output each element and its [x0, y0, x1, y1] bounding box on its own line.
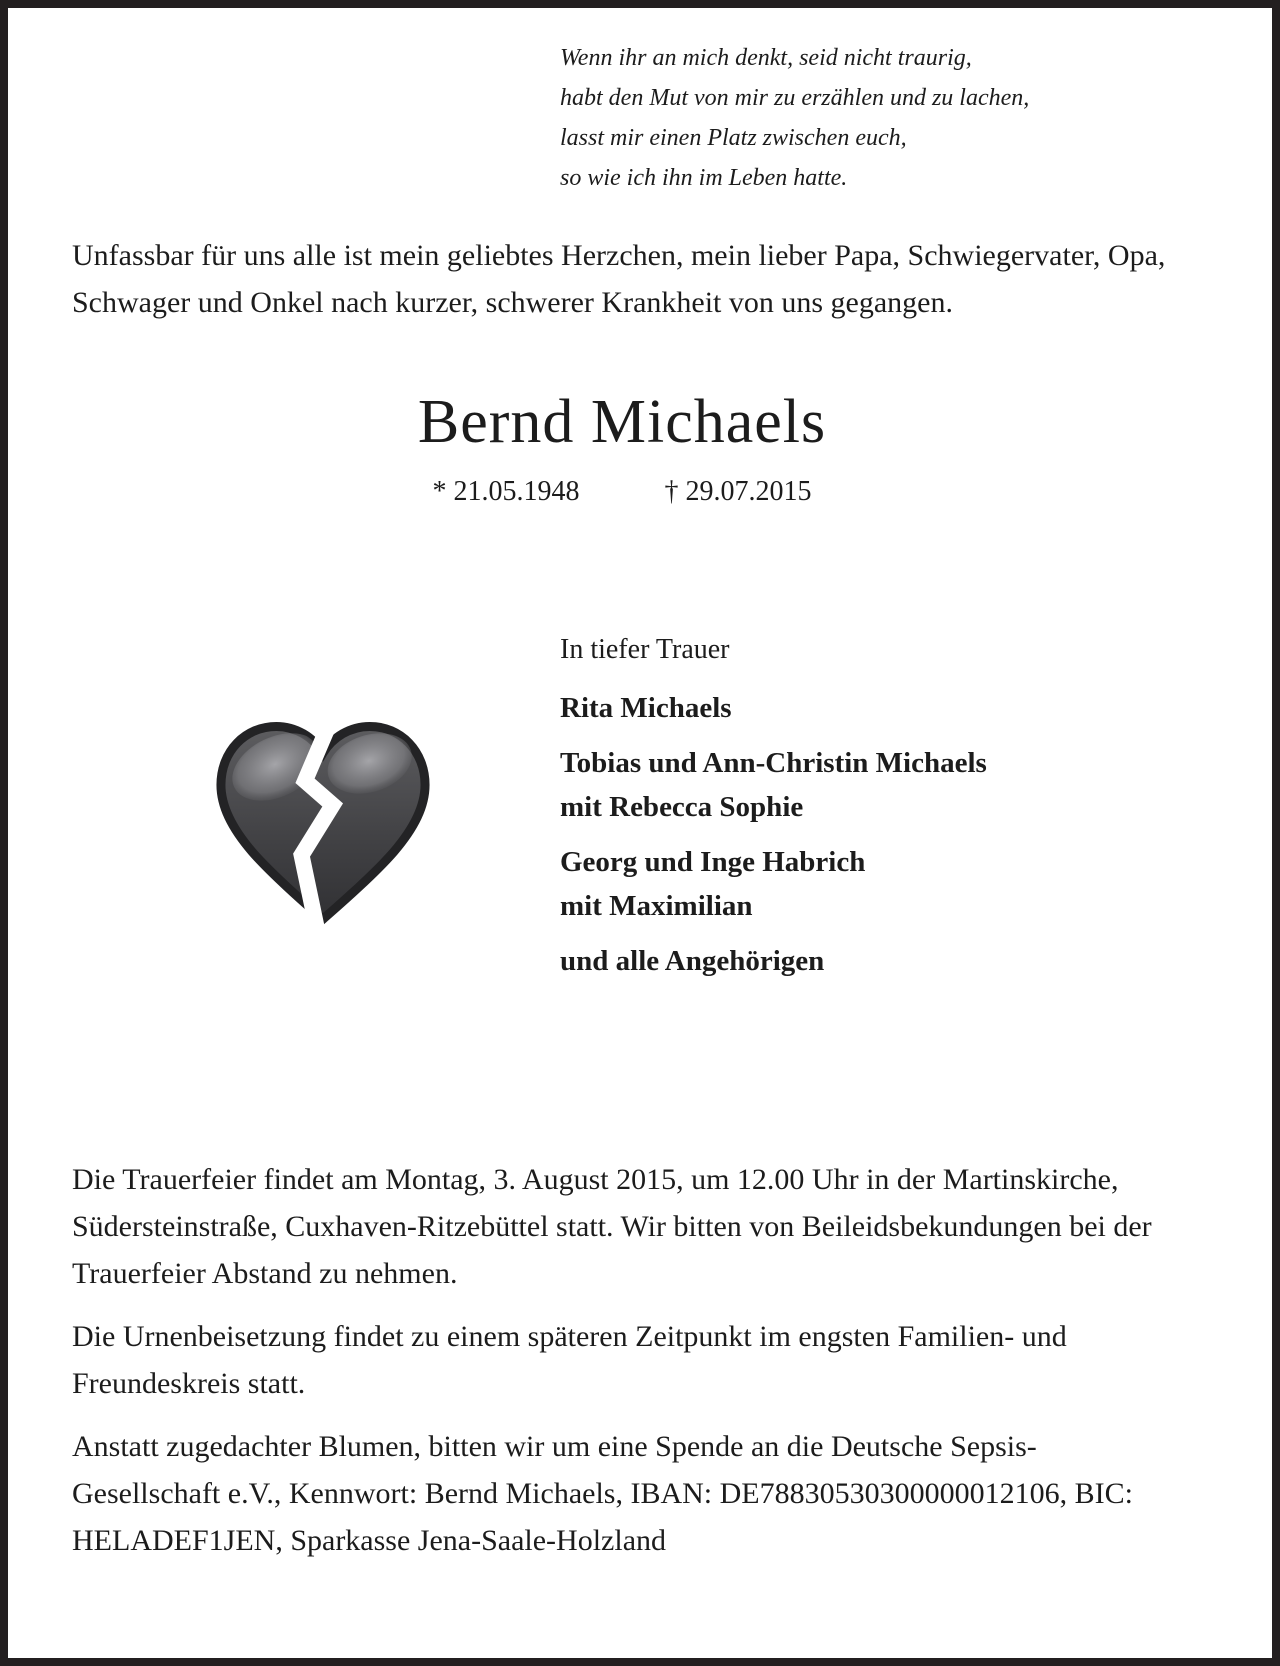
- funeral-details: [72, 1156, 1180, 1580]
- mourner-line: und alle Angehörigen: [560, 945, 825, 977]
- intro-paragraph: Unfassbar für uns alle ist mein geliebtes Herzchen, mein lieber Papa, Schwiegervater, Opa, Schwager und Onkel nach kurzer, schwerer Krankheit von uns gegangen.: [72, 239, 1166, 319]
- birth-date: [433, 472, 580, 512]
- poem-line: Wenn ihr an mich denkt, seid nicht traurig,: [560, 45, 972, 71]
- detail-paragraph-urn-burial: Die Urnenbeisetzung findet zu einem späteren Zeitpunkt im engsten Familien- und Freundeskreis statt.: [72, 1320, 1067, 1400]
- death-date-value: 29.07.2015: [685, 476, 812, 507]
- life-dates: [72, 472, 1172, 512]
- poem-line: lasst mir einen Platz zwischen euch,: [560, 125, 907, 151]
- mourners-heading: In tiefer Trauer: [560, 634, 730, 665]
- mourner-line: mit Maximilian: [560, 890, 753, 922]
- mourner-line: mit Rebecca Sophie: [560, 791, 804, 823]
- mourner-line: Georg und Inge Habrich: [560, 846, 866, 878]
- born-symbol: *: [432, 476, 447, 507]
- detail-paragraph-donations: Anstatt zugedachter Blumen, bitten wir um eine Spende an die Deutsche Sepsis-Gesellschaft e.V., Kennwort: Bernd Michaels, IBAN: DE78830530300000012106, BIC: HELADEF1JEN, Sparkasse Jena-Saale-Holzland: [72, 1430, 1133, 1557]
- mourners-list: [560, 630, 987, 994]
- memorial-poem: [560, 38, 1029, 198]
- mourner-line: Tobias und Ann-Christin Michaels: [560, 747, 987, 779]
- mourner-group: [560, 686, 987, 730]
- mourner-group: [560, 840, 987, 928]
- poem-line: so wie ich ihn im Leben hatte.: [560, 165, 848, 191]
- poem-line: habt den Mut von mir zu erzählen und zu lachen,: [560, 85, 1030, 111]
- mourner-line: Rita Michaels: [560, 692, 732, 724]
- deceased-name: Bernd Michaels: [417, 388, 827, 456]
- mourner-group: [560, 939, 987, 983]
- death-date: [665, 472, 812, 512]
- mourner-group: [560, 741, 987, 829]
- died-symbol: †: [664, 476, 679, 507]
- birth-date-value: 21.05.1948: [453, 476, 580, 507]
- detail-paragraph-funeral-service: Die Trauerfeier findet am Montag, 3. August 2015, um 12.00 Uhr in der Martinskirche, Südersteinstraße, Cuxhaven-Ritzebüttel statt. Wir bitten von Beileidsbekundungen bei der Trauerfeier Abstand zu nehmen.: [72, 1163, 1152, 1290]
- broken-heart-icon: [198, 696, 448, 952]
